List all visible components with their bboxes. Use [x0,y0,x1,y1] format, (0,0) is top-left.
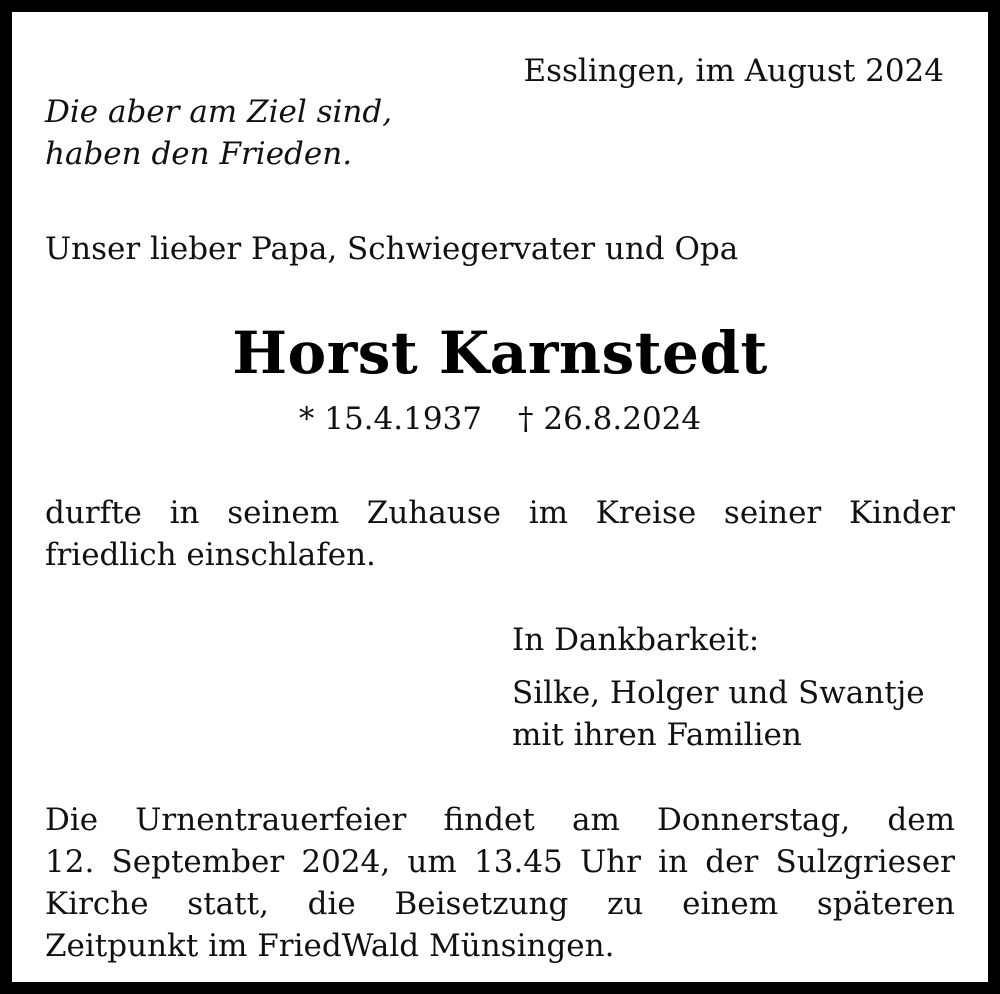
deceased-name: Horst Karnstedt [232,319,768,387]
gratitude-heading: In Dankbarkeit: [512,622,760,658]
motto-line-1: Die aber am Ziel sind, [45,94,393,130]
place-date: Esslingen, im August 2024 [523,53,944,89]
life-dates [12,398,988,440]
intro-text: Unser lieber Papa, Schwiegervater und Opa [45,231,739,267]
death-date: † 26.8.2024 [518,401,702,437]
birth-date: * 15.4.1937 [298,401,482,437]
ceremony-info [45,799,955,967]
ceremony-line-4: Zeitpunkt im FriedWald Münsingen. [45,928,615,964]
passing-line-2: friedlich einschlafen. [45,537,376,573]
signers-line-2: mit ihren Familien [512,717,802,753]
ceremony-line-1: Die Urnentrauerfeier findet am Donnerstag, dem [45,802,955,838]
signers [512,672,925,756]
passing-line-1: durfte in seinem Zuhause im Kreise seiner Kinder [45,495,955,531]
ceremony-line-3: Kirche statt, die Beisetzung zu einem späteren [45,886,955,922]
motto-line-2: haben den Frieden. [45,136,353,172]
passing-text [45,492,955,576]
ceremony-line-2: 12. September 2024, um 13.45 Uhr in der Sulzgrieser [45,844,955,880]
motto-quote [45,91,392,175]
signers-line-1: Silke, Holger und Swantje [512,675,925,711]
